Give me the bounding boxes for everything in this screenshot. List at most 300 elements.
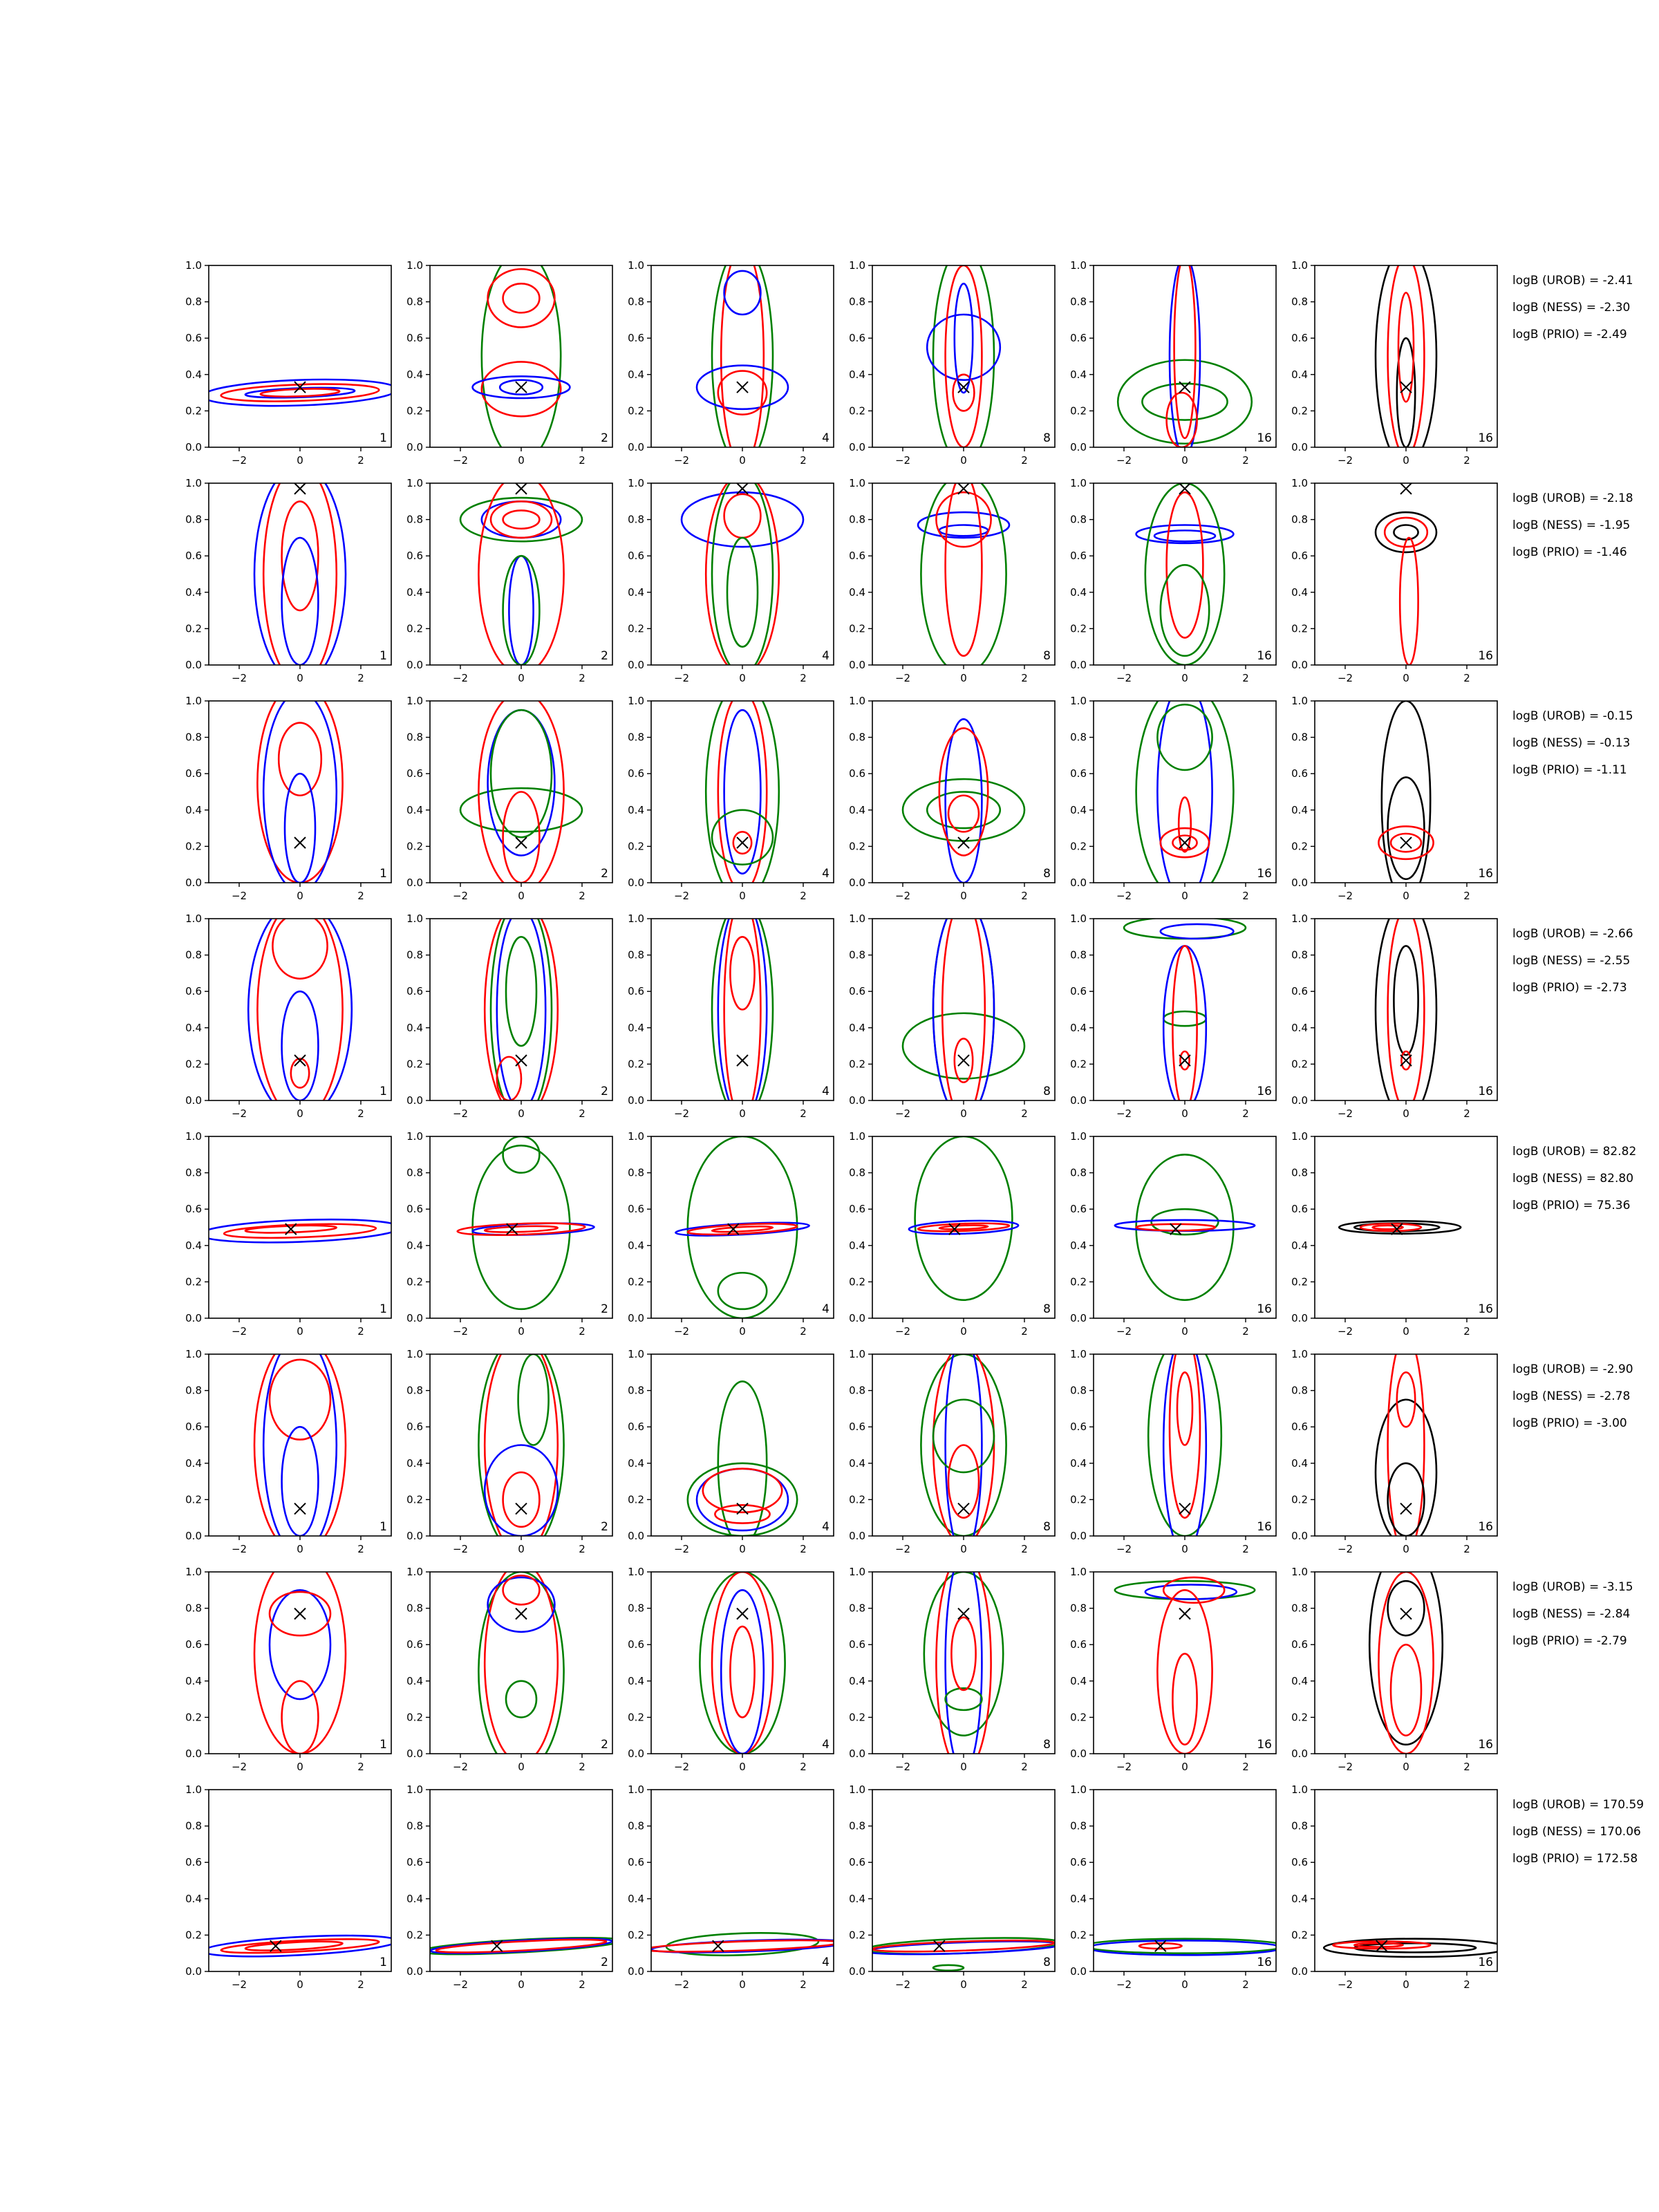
y-tick-label: 0.6	[406, 767, 423, 780]
logb-label: logB (UROB) = -2.41	[1512, 274, 1633, 288]
x-tick-label: 2	[1021, 1761, 1028, 1773]
y-tick-label: 0.6	[1291, 767, 1308, 780]
y-tick-label: 1.0	[849, 912, 865, 925]
y-tick-label: 0.2	[185, 1711, 202, 1724]
y-tick-label: 0.4	[628, 1239, 644, 1252]
logb-label: logB (PRIO) = 172.58	[1512, 1852, 1638, 1866]
x-tick-label: −2	[1337, 1761, 1353, 1773]
panel-corner-label: 4	[822, 649, 830, 663]
x-tick-label: 0	[518, 1978, 525, 1991]
panel-corner-label: 4	[822, 1520, 830, 1534]
y-tick-label: 0.8	[185, 513, 202, 526]
panel-corner-label: 1	[379, 1520, 387, 1534]
panel-corner-label: 8	[1043, 649, 1051, 663]
logb-label: logB (UROB) = 170.59	[1512, 1798, 1644, 1812]
x-tick-label: 2	[357, 1325, 364, 1338]
y-tick-label: 0.8	[406, 513, 423, 526]
x-tick-label: −2	[1116, 890, 1132, 902]
y-tick-label: 0.0	[406, 877, 423, 889]
y-tick-label: 0.6	[849, 985, 865, 998]
y-tick-label: 0.6	[849, 1638, 865, 1651]
y-tick-label: 0.0	[406, 1530, 423, 1542]
y-tick-label: 0.8	[406, 1602, 423, 1615]
y-tick-label: 0.6	[406, 1203, 423, 1216]
x-tick-label: 2	[1021, 1978, 1028, 1991]
x-tick-label: 0	[297, 1543, 303, 1555]
x-tick-label: −2	[894, 454, 911, 467]
y-tick-label: 0.0	[1291, 1965, 1308, 1978]
y-tick-label: 0.8	[849, 1384, 865, 1397]
x-tick-label: −2	[231, 1325, 247, 1338]
y-tick-label: 0.2	[406, 1493, 423, 1506]
x-tick-label: 2	[1463, 454, 1470, 467]
x-tick-label: −2	[673, 1543, 690, 1555]
x-tick-label: −2	[1116, 672, 1132, 684]
panel-corner-label: 16	[1257, 867, 1272, 881]
y-tick-label: 0.4	[1070, 1674, 1087, 1687]
y-tick-label: 0.0	[1070, 1094, 1087, 1107]
y-tick-label: 0.4	[406, 1892, 423, 1905]
y-tick-label: 0.8	[1291, 1384, 1308, 1397]
y-tick-label: 0.0	[185, 877, 202, 889]
panel-corner-label: 8	[1043, 1520, 1051, 1534]
y-tick-label: 0.2	[406, 840, 423, 853]
y-tick-label: 0.2	[1291, 840, 1308, 853]
y-tick-label: 0.4	[1291, 1892, 1308, 1905]
y-tick-label: 0.0	[1070, 877, 1087, 889]
y-tick-label: 0.8	[1070, 731, 1087, 744]
x-tick-label: 0	[518, 672, 525, 684]
panel-corner-label: 4	[822, 431, 830, 445]
y-tick-label: 0.2	[406, 1711, 423, 1724]
y-tick-label: 0.6	[628, 1856, 644, 1869]
y-tick-label: 1.0	[628, 259, 644, 272]
x-tick-label: 2	[800, 1978, 807, 1991]
x-tick-label: −2	[1337, 1325, 1353, 1338]
x-tick-label: 2	[1242, 1107, 1249, 1120]
y-tick-label: 1.0	[628, 1783, 644, 1796]
x-tick-label: −2	[452, 890, 469, 902]
y-tick-label: 0.8	[185, 1384, 202, 1397]
y-tick-label: 0.2	[1070, 1275, 1087, 1288]
y-tick-label: 0.0	[1291, 1312, 1308, 1324]
logb-label: logB (NESS) = -2.55	[1512, 954, 1631, 968]
y-tick-label: 0.6	[406, 332, 423, 345]
panel-corner-label: 16	[1478, 1520, 1493, 1534]
y-tick-label: 1.0	[849, 695, 865, 707]
logb-label: logB (PRIO) = -2.73	[1512, 981, 1627, 995]
y-tick-label: 0.2	[1291, 1493, 1308, 1506]
y-tick-label: 1.0	[185, 695, 202, 707]
y-tick-label: 0.4	[849, 1021, 865, 1034]
y-tick-label: 0.6	[406, 985, 423, 998]
x-tick-label: 0	[297, 1978, 303, 1991]
x-tick-label: 2	[579, 1107, 585, 1120]
x-tick-label: 0	[960, 890, 967, 902]
y-tick-label: 0.2	[185, 1929, 202, 1942]
x-tick-label: 2	[579, 454, 585, 467]
y-tick-label: 0.2	[1070, 1493, 1087, 1506]
y-tick-label: 0.6	[1070, 1203, 1087, 1216]
x-tick-label: −2	[452, 1107, 469, 1120]
x-tick-label: 0	[960, 1543, 967, 1555]
y-tick-label: 0.4	[1070, 1456, 1087, 1470]
y-tick-label: 0.2	[849, 1275, 865, 1288]
y-tick-label: 0.0	[628, 1747, 644, 1760]
y-tick-label: 0.0	[849, 1747, 865, 1760]
y-tick-label: 0.8	[185, 1602, 202, 1615]
x-tick-label: 0	[1403, 890, 1409, 902]
panel-corner-label: 2	[601, 1520, 608, 1534]
y-tick-label: 0.8	[1070, 1384, 1087, 1397]
y-tick-label: 0.2	[1070, 840, 1087, 853]
y-tick-label: 0.0	[1291, 441, 1308, 453]
x-tick-label: −2	[1116, 454, 1132, 467]
y-tick-label: 1.0	[406, 259, 423, 272]
x-tick-label: 2	[357, 1978, 364, 1991]
y-tick-label: 0.4	[1291, 803, 1308, 816]
y-tick-label: 0.6	[1070, 767, 1087, 780]
y-tick-label: 0.2	[406, 622, 423, 635]
y-tick-label: 0.8	[1291, 295, 1308, 308]
y-tick-label: 0.4	[185, 1456, 202, 1470]
y-tick-label: 0.2	[185, 622, 202, 635]
y-tick-label: 0.6	[1291, 985, 1308, 998]
y-tick-label: 0.0	[406, 1312, 423, 1324]
x-tick-label: −2	[894, 1543, 911, 1555]
panel-corner-label: 1	[379, 649, 387, 663]
y-tick-label: 0.0	[1070, 659, 1087, 671]
y-tick-label: 0.4	[628, 1456, 644, 1470]
x-tick-label: 2	[579, 890, 585, 902]
y-tick-label: 0.0	[185, 1965, 202, 1978]
x-tick-label: −2	[673, 1107, 690, 1120]
logb-label: logB (UROB) = -3.15	[1512, 1580, 1633, 1594]
x-tick-label: 0	[518, 1543, 525, 1555]
x-tick-label: −2	[452, 454, 469, 467]
y-tick-label: 0.8	[849, 513, 865, 526]
x-tick-label: −2	[1337, 1107, 1353, 1120]
y-tick-label: 0.2	[1291, 1711, 1308, 1724]
x-tick-label: −2	[452, 1978, 469, 1991]
x-tick-label: 0	[1181, 1761, 1188, 1773]
y-tick-label: 0.6	[406, 1638, 423, 1651]
logb-label: logB (UROB) = -2.66	[1512, 927, 1633, 941]
y-tick-label: 0.2	[406, 1058, 423, 1071]
panel-corner-label: 8	[1043, 867, 1051, 881]
y-tick-label: 0.4	[1291, 1674, 1308, 1687]
x-tick-label: 2	[1242, 1543, 1249, 1555]
y-tick-label: 0.0	[1070, 1965, 1087, 1978]
y-tick-label: 0.4	[849, 585, 865, 599]
panel-corner-label: 1	[379, 1956, 387, 1969]
x-tick-label: −2	[894, 1978, 911, 1991]
panel-corner-label: 16	[1257, 1520, 1272, 1534]
x-tick-label: −2	[452, 672, 469, 684]
panel-corner-label: 1	[379, 1302, 387, 1316]
y-tick-label: 0.6	[628, 767, 644, 780]
y-tick-label: 0.2	[1070, 1711, 1087, 1724]
y-tick-label: 0.8	[628, 1819, 644, 1833]
x-tick-label: −2	[231, 1107, 247, 1120]
y-tick-label: 0.4	[406, 1239, 423, 1252]
x-tick-label: −2	[894, 1325, 911, 1338]
panel-corner-label: 1	[379, 431, 387, 445]
panel-corner-label: 4	[822, 1085, 830, 1098]
y-tick-label: 1.0	[849, 1783, 865, 1796]
y-tick-label: 0.8	[628, 513, 644, 526]
x-tick-label: 2	[800, 1107, 807, 1120]
x-tick-label: −2	[231, 454, 247, 467]
x-tick-label: 2	[357, 1761, 364, 1773]
y-tick-label: 0.6	[1070, 332, 1087, 345]
panel-corner-label: 16	[1257, 1085, 1272, 1098]
y-tick-label: 0.8	[1291, 513, 1308, 526]
x-tick-label: 2	[1021, 1543, 1028, 1555]
y-tick-label: 0.8	[185, 948, 202, 962]
y-tick-label: 0.4	[185, 1674, 202, 1687]
logb-label: logB (NESS) = -0.13	[1512, 736, 1631, 750]
y-tick-label: 0.8	[185, 1819, 202, 1833]
y-tick-label: 0.6	[1070, 1421, 1087, 1434]
logb-label: logB (NESS) = -2.78	[1512, 1389, 1631, 1403]
y-tick-label: 0.8	[1070, 513, 1087, 526]
panel-corner-label: 2	[601, 1302, 608, 1316]
panel-corner-label: 1	[379, 867, 387, 881]
y-tick-label: 0.4	[1291, 585, 1308, 599]
y-tick-label: 0.4	[406, 1021, 423, 1034]
y-tick-label: 0.2	[406, 1275, 423, 1288]
x-tick-label: 2	[1021, 1325, 1028, 1338]
y-tick-label: 0.6	[628, 1421, 644, 1434]
y-tick-label: 0.0	[406, 659, 423, 671]
y-tick-label: 0.2	[628, 1493, 644, 1506]
y-tick-label: 1.0	[1070, 259, 1087, 272]
y-tick-label: 1.0	[185, 912, 202, 925]
y-tick-label: 0.8	[849, 1166, 865, 1179]
y-tick-label: 0.0	[628, 877, 644, 889]
y-tick-label: 0.8	[1291, 1166, 1308, 1179]
panel-corner-label: 2	[601, 431, 608, 445]
x-tick-label: 2	[357, 1107, 364, 1120]
y-tick-label: 0.2	[849, 1058, 865, 1071]
y-tick-label: 0.8	[1291, 1819, 1308, 1833]
y-tick-label: 1.0	[406, 1348, 423, 1360]
y-tick-label: 0.8	[628, 731, 644, 744]
x-tick-label: 2	[1021, 1107, 1028, 1120]
y-tick-label: 0.4	[1070, 1892, 1087, 1905]
logb-label: logB (UROB) = -2.90	[1512, 1362, 1633, 1376]
x-tick-label: 0	[297, 672, 303, 684]
x-tick-label: −2	[452, 1325, 469, 1338]
y-tick-label: 0.2	[185, 404, 202, 418]
y-tick-label: 0.4	[1291, 1456, 1308, 1470]
y-tick-label: 0.0	[1291, 1747, 1308, 1760]
y-tick-label: 1.0	[849, 259, 865, 272]
y-tick-label: 0.4	[185, 1892, 202, 1905]
x-tick-label: 0	[739, 1325, 746, 1338]
y-tick-label: 0.2	[185, 1493, 202, 1506]
y-tick-label: 0.6	[849, 1421, 865, 1434]
x-tick-label: −2	[231, 1543, 247, 1555]
y-tick-label: 1.0	[1070, 1348, 1087, 1360]
y-tick-label: 0.2	[849, 1493, 865, 1506]
y-tick-label: 0.4	[1070, 803, 1087, 816]
logb-label: logB (PRIO) = -1.46	[1512, 545, 1627, 559]
y-tick-label: 1.0	[1291, 695, 1308, 707]
y-tick-label: 1.0	[849, 1130, 865, 1143]
panel-corner-label: 16	[1478, 1956, 1493, 1969]
x-tick-label: 2	[579, 1325, 585, 1338]
y-tick-label: 0.2	[628, 1058, 644, 1071]
y-tick-label: 0.2	[1070, 622, 1087, 635]
y-tick-label: 0.4	[185, 585, 202, 599]
x-tick-label: 0	[518, 1325, 525, 1338]
y-tick-label: 0.8	[1070, 1602, 1087, 1615]
y-tick-label: 0.6	[1070, 1856, 1087, 1869]
panel-corner-label: 2	[601, 867, 608, 881]
x-tick-label: −2	[673, 1761, 690, 1773]
y-tick-label: 0.4	[1070, 1239, 1087, 1252]
y-tick-label: 0.8	[185, 731, 202, 744]
y-tick-label: 0.4	[1070, 368, 1087, 381]
y-tick-label: 1.0	[185, 1783, 202, 1796]
x-tick-label: −2	[1116, 1761, 1132, 1773]
logb-label: logB (NESS) = -1.95	[1512, 518, 1631, 532]
x-tick-label: −2	[673, 1325, 690, 1338]
panel-corner-label: 16	[1478, 867, 1493, 881]
y-tick-label: 0.6	[628, 1203, 644, 1216]
y-tick-label: 0.6	[849, 1203, 865, 1216]
y-tick-label: 1.0	[185, 1348, 202, 1360]
x-tick-label: 0	[960, 672, 967, 684]
x-tick-label: 2	[1021, 890, 1028, 902]
x-tick-label: 0	[1181, 1325, 1188, 1338]
y-tick-label: 0.0	[628, 1312, 644, 1324]
x-tick-label: 2	[1242, 1978, 1249, 1991]
x-tick-label: 2	[800, 1543, 807, 1555]
panel-corner-label: 4	[822, 1738, 830, 1752]
y-tick-label: 0.6	[406, 1421, 423, 1434]
x-tick-label: 0	[1403, 1761, 1409, 1773]
x-tick-label: 2	[1463, 1107, 1470, 1120]
y-tick-label: 0.0	[628, 441, 644, 453]
y-tick-label: 0.6	[185, 332, 202, 345]
y-tick-label: 0.6	[185, 550, 202, 563]
y-tick-label: 0.0	[1070, 1530, 1087, 1542]
y-tick-label: 0.6	[1291, 550, 1308, 563]
x-tick-label: −2	[1337, 1978, 1353, 1991]
y-tick-label: 0.0	[185, 1094, 202, 1107]
panel-corner-label: 16	[1257, 1738, 1272, 1752]
y-tick-label: 0.4	[1291, 368, 1308, 381]
logb-label: logB (NESS) = 170.06	[1512, 1825, 1641, 1839]
x-tick-label: 0	[297, 1761, 303, 1773]
y-tick-label: 0.0	[628, 659, 644, 671]
y-tick-label: 0.8	[1070, 295, 1087, 308]
x-tick-label: −2	[673, 890, 690, 902]
y-tick-label: 0.0	[406, 1965, 423, 1978]
x-tick-label: 0	[1181, 1107, 1188, 1120]
x-tick-label: 0	[739, 1543, 746, 1555]
panel-corner-label: 16	[1257, 649, 1272, 663]
panel-corner-label: 8	[1043, 1738, 1051, 1752]
x-tick-label: 0	[1181, 454, 1188, 467]
y-tick-label: 0.0	[1291, 1094, 1308, 1107]
x-tick-label: 0	[518, 890, 525, 902]
y-tick-label: 0.2	[628, 1929, 644, 1942]
x-tick-label: −2	[1116, 1978, 1132, 1991]
y-tick-label: 0.0	[849, 1094, 865, 1107]
y-tick-label: 0.8	[406, 1166, 423, 1179]
y-tick-label: 0.6	[406, 550, 423, 563]
x-tick-label: 0	[739, 672, 746, 684]
logb-label: logB (PRIO) = -2.49	[1512, 328, 1627, 341]
y-tick-label: 0.2	[628, 1711, 644, 1724]
y-tick-label: 0.4	[406, 585, 423, 599]
y-tick-label: 0.2	[1070, 1058, 1087, 1071]
y-tick-label: 1.0	[1070, 477, 1087, 489]
y-tick-label: 0.0	[1291, 1530, 1308, 1542]
x-tick-label: 0	[518, 1107, 525, 1120]
y-tick-label: 1.0	[628, 477, 644, 489]
y-tick-label: 0.8	[185, 295, 202, 308]
y-tick-label: 1.0	[185, 477, 202, 489]
panel-corner-label: 16	[1257, 431, 1272, 445]
x-tick-label: −2	[231, 672, 247, 684]
y-tick-label: 0.2	[628, 404, 644, 418]
y-tick-label: 0.4	[1070, 1021, 1087, 1034]
panel-corner-label: 4	[822, 1956, 830, 1969]
y-tick-label: 0.6	[185, 767, 202, 780]
y-tick-label: 1.0	[406, 912, 423, 925]
y-tick-label: 0.2	[1291, 1058, 1308, 1071]
panel-corner-label: 4	[822, 1302, 830, 1316]
x-tick-label: 0	[1403, 672, 1409, 684]
panel-corner-label: 16	[1478, 649, 1493, 663]
y-tick-label: 1.0	[1070, 695, 1087, 707]
panel-corner-label: 8	[1043, 431, 1051, 445]
logb-label: logB (PRIO) = 75.36	[1512, 1199, 1631, 1212]
x-tick-label: −2	[1337, 454, 1353, 467]
y-tick-label: 0.2	[849, 1711, 865, 1724]
x-tick-label: 2	[1463, 890, 1470, 902]
y-tick-label: 0.0	[406, 1747, 423, 1760]
x-tick-label: 2	[1463, 1761, 1470, 1773]
y-tick-label: 0.4	[185, 1021, 202, 1034]
y-tick-label: 0.0	[628, 1530, 644, 1542]
x-tick-label: 2	[357, 1543, 364, 1555]
y-tick-label: 1.0	[1070, 1566, 1087, 1578]
y-tick-label: 0.4	[628, 803, 644, 816]
x-tick-label: 2	[1463, 672, 1470, 684]
y-tick-label: 0.6	[849, 767, 865, 780]
y-tick-label: 0.4	[1291, 1239, 1308, 1252]
y-tick-label: 0.0	[185, 1312, 202, 1324]
y-tick-label: 0.4	[406, 1674, 423, 1687]
y-tick-label: 1.0	[1291, 259, 1308, 272]
x-tick-label: −2	[1337, 1543, 1353, 1555]
x-tick-label: 0	[1403, 1543, 1409, 1555]
y-tick-label: 0.6	[628, 332, 644, 345]
y-tick-label: 0.8	[406, 1819, 423, 1833]
x-tick-label: −2	[894, 1107, 911, 1120]
y-tick-label: 0.2	[1291, 404, 1308, 418]
y-tick-label: 1.0	[1291, 477, 1308, 489]
x-tick-label: −2	[1116, 1325, 1132, 1338]
panel-corner-label: 2	[601, 1738, 608, 1752]
y-tick-label: 0.6	[1070, 985, 1087, 998]
